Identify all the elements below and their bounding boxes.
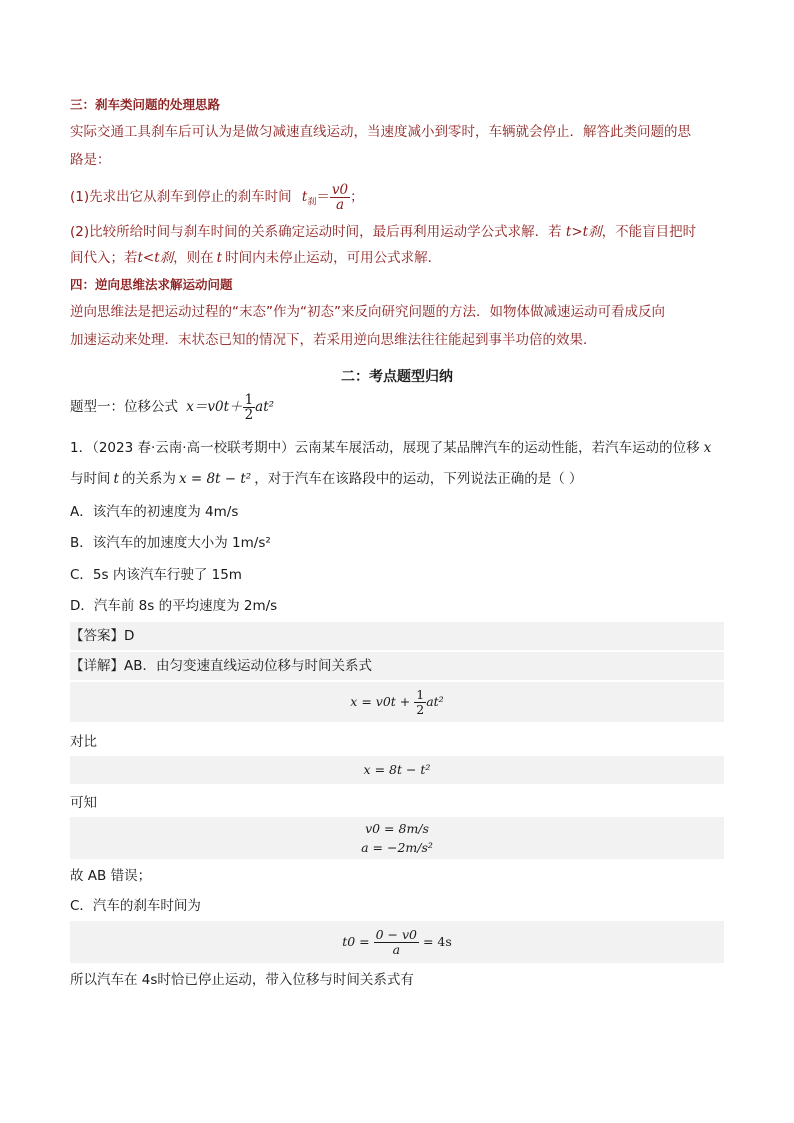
time-symbol: t [216, 250, 223, 266]
last-text: 所以汽车在 4s时恰已停止运动，带入位移与时间关系式有 [70, 972, 414, 988]
step-one-line [70, 180, 364, 214]
equation-three-a: v0 = 8m/s [365, 821, 429, 836]
equation-one-lhs: x = v0t + [350, 694, 411, 709]
type-one-fraction-denominator: 2 [244, 406, 254, 423]
question-stem-line-1 [70, 438, 711, 458]
step-two-line-1 [70, 222, 696, 242]
equation-four [70, 926, 724, 958]
equation-one-denominator: 2 [416, 702, 425, 717]
type-one-formula-fraction [243, 393, 256, 422]
brake-time-symbol: t [301, 189, 308, 205]
step-two-text-a: (2)比较所给时间与刹车时间的关系确定运动时间，最后再利用运动学公式求解．若 [70, 224, 562, 240]
brake-time-subscript: 刹 [307, 197, 317, 208]
equation-four-denominator: a [392, 942, 401, 957]
condition-less: t<t刹 [137, 250, 174, 266]
step-two-text-c: 间代入；若 [70, 250, 138, 266]
equation-one [70, 686, 724, 718]
type-one-formula-lhs: x＝v0t＋ [186, 399, 243, 415]
time-variable: t [113, 471, 119, 487]
step-two-line-2 [70, 248, 441, 268]
equation-one-numerator: 1 [416, 687, 425, 702]
section-three-title: 三：刹车类问题的处理思路 [70, 97, 221, 112]
equals-sign: ＝ [316, 189, 330, 205]
equation-one-rhs: at² [426, 694, 444, 709]
type-one-line [70, 390, 274, 424]
equation-four-lhs: t0 = [342, 934, 370, 949]
fraction-numerator: v0 [331, 181, 349, 198]
step-one-end: ； [350, 189, 364, 205]
question-stem-text-1: 1．（2023 春·云南·高一校联考期中）云南某车展活动，展现了某品牌汽车的运动性能，若汽车运动的位移 [70, 440, 700, 456]
option-c[interactable]: C．5s 内该汽车行驶了 15m [70, 567, 242, 583]
type-one-fraction-numerator: 1 [244, 391, 254, 408]
step-two-text-b: ，不能盲目把时 [601, 224, 697, 240]
section-three-paragraph-line-1: 实际交通工具刹车后可认为是做匀减速直线运动，当速度减小到零时，车辆就会停止．解答此类问题的思 [70, 124, 691, 140]
equation-four-rhs: = 4s [422, 934, 452, 949]
step-one-text: (1)先求出它从刹车到停止的刹车时间 [70, 189, 292, 205]
answer-box [70, 622, 724, 650]
answer-label: 【答案】D [70, 628, 135, 644]
condition-greater: t>t刹 [565, 224, 602, 240]
equation-two: x = 8t − t² [363, 762, 431, 777]
equation-one-box [70, 682, 724, 722]
equation-three-b: a = −2m/s² [361, 840, 433, 855]
type-one-formula-rhs: at² [255, 399, 275, 415]
section-three-paragraph-line-2: 路是： [70, 152, 111, 168]
equation-four-numerator: 0 − v0 [375, 927, 417, 942]
brake-time-fraction [330, 183, 350, 212]
equation-four-box [70, 921, 724, 963]
compare-text: 对比 [70, 734, 97, 750]
question-stem-text-2c: ，对于汽车在该路段中的运动，下列说法正确的是（ ） [254, 471, 583, 487]
equation-four-fraction [374, 928, 419, 957]
detail-box [70, 652, 724, 680]
question-stem-line-2 [70, 469, 583, 489]
conclusion-text: 故 AB 错误； [70, 868, 152, 884]
part-c-text: C．汽车的刹车时间为 [70, 898, 201, 914]
step-two-text-e: 时间内未停止运动，可用公式求解． [225, 250, 442, 266]
section-four-paragraph-line-2: 加速运动来处理．末状态已知的情况下，若采用逆向思维法往往能起到事半功倍的效果． [70, 332, 597, 348]
fraction-denominator: a [335, 196, 345, 213]
part-two-heading: 二：考点题型归纳 [341, 369, 453, 385]
displacement-symbol: x [703, 440, 712, 456]
equation-three-box [70, 817, 724, 859]
option-d[interactable]: D．汽车前 8s 的平均速度为 2m/s [70, 598, 278, 614]
question-equation: x = 8t − t² [178, 471, 252, 487]
equation-one-fraction [414, 688, 426, 717]
know-text: 可知 [70, 795, 97, 811]
equation-two-box [70, 756, 724, 784]
step-two-text-d: ，则在 [173, 250, 214, 266]
section-four-paragraph-line-1: 逆向思维法是把运动过程的“末态”作为“初态”来反向研究问题的方法．如物体做减速运动可看成反向 [70, 304, 665, 320]
question-stem-text-2a: 与时间 [70, 471, 111, 487]
option-b[interactable]: B．该汽车的加速度大小为 1m/s² [70, 535, 271, 551]
option-a[interactable]: A．该汽车的初速度为 4m/s [70, 504, 239, 520]
question-stem-text-2b: 的关系为 [121, 471, 176, 487]
section-four-title: 四：逆向思维法求解运动问题 [70, 277, 233, 292]
detail-intro: 【详解】AB．由匀变速直线运动位移与时间关系式 [70, 658, 372, 674]
type-one-label: 题型一：位移公式 [70, 399, 178, 415]
